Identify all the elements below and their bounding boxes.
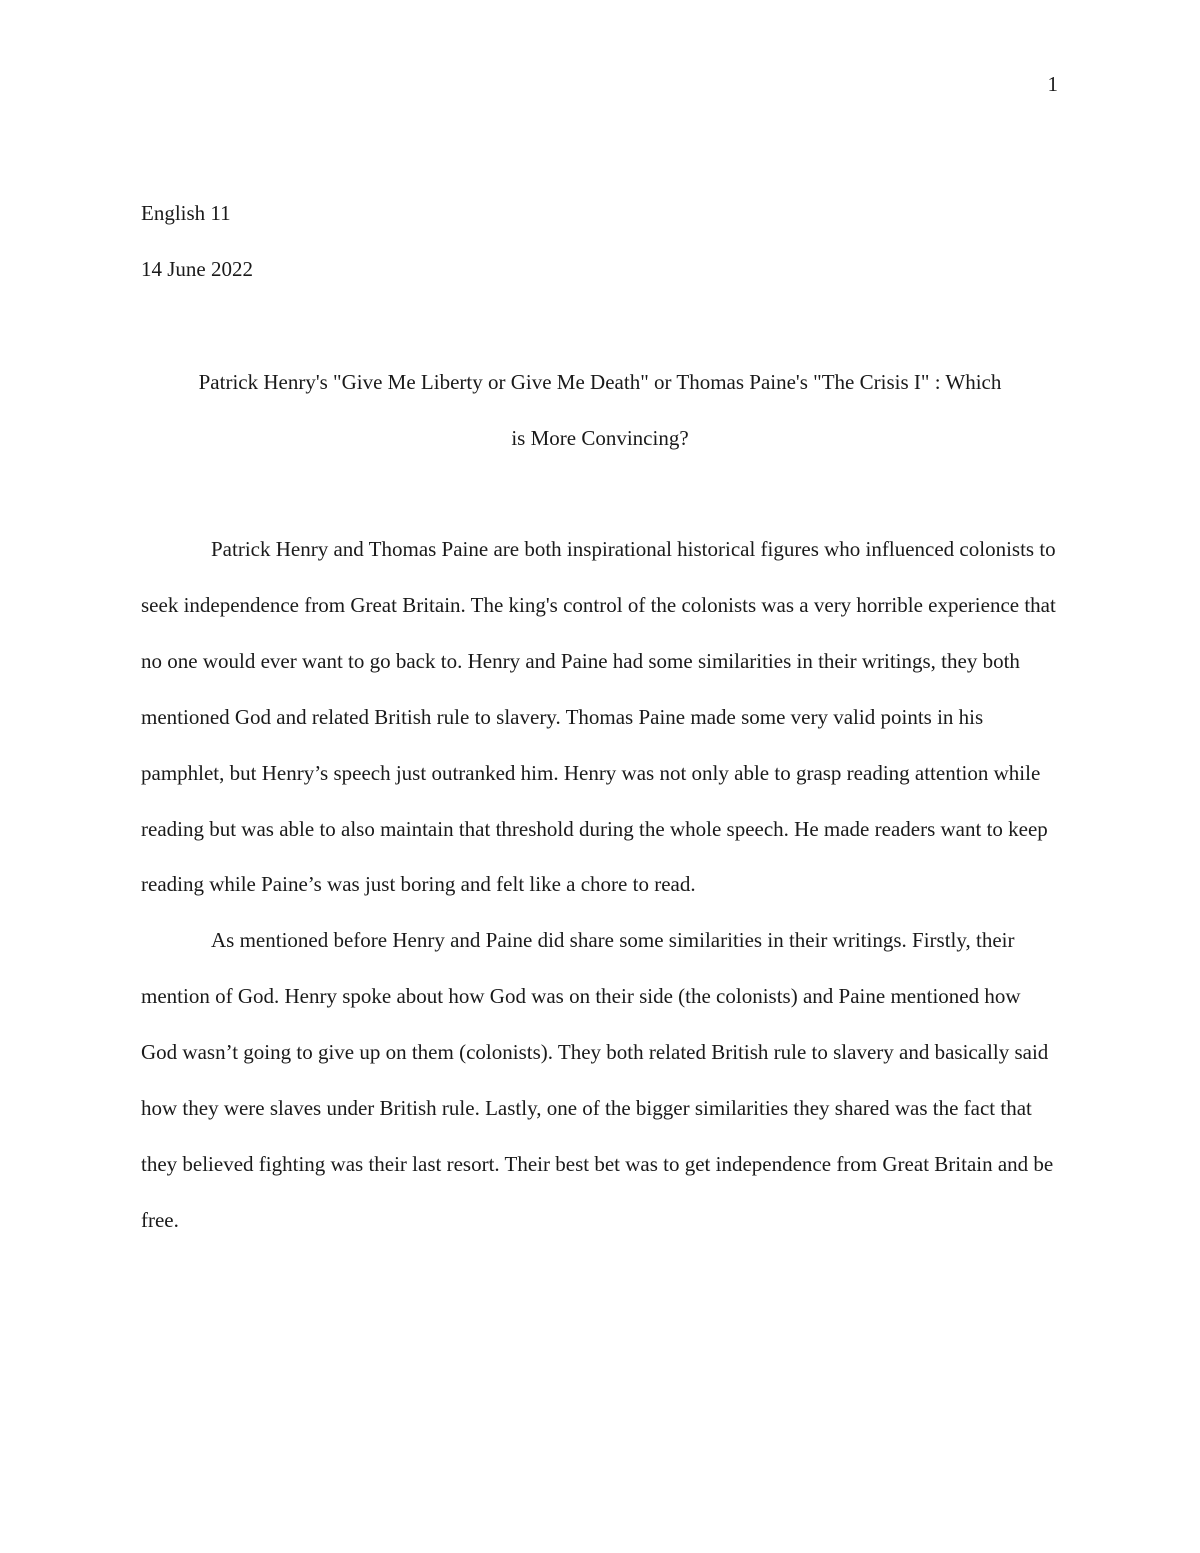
document-date: 14 June 2022: [141, 257, 253, 281]
essay-title-line-1: Patrick Henry's "Give Me Liberty or Give Me Death" or Thomas Paine's "The Crisis I" : Which: [198, 370, 1002, 394]
essay-title-line-2: is More Convincing?: [511, 426, 689, 450]
body-paragraph-2: As mentioned before Henry and Paine did share some similarities in their writings. Firstly, their mention of God. Henry spoke about how God was on their side (the colonists) and Paine mentioned how God wasn’t going to give up on them (colonists). They both related British rule to slavery and basically said how they were slaves under British rule. Lastly, one of the bigger similarities they shared was the fact that they believed fighting was their last resort. Their best bet was to get independence from Great Britain and be free.: [141, 928, 1054, 1232]
essay-title: [141, 354, 1059, 466]
course-name: English 11: [141, 201, 231, 225]
body-paragraph-1: Patrick Henry and Thomas Paine are both inspirational historical figures who influenced colonists to seek independence from Great Britain. The king's control of the colonists was a very horrible experience that no one would ever want to go back to. Henry and Paine had some similarities in their writings, they both mentioned God and related British rule to slavery. Thomas Paine made some very valid points in his pamphlet, but Henry’s speech just outranked him. Henry was not only able to grasp reading attention while reading but was able to also maintain that threshold during the whole speech. He made readers want to keep reading while Paine’s was just boring and felt like a chore to read.: [141, 537, 1056, 897]
page-number: 1: [1047, 72, 1058, 96]
essay-body: [141, 522, 1059, 1249]
